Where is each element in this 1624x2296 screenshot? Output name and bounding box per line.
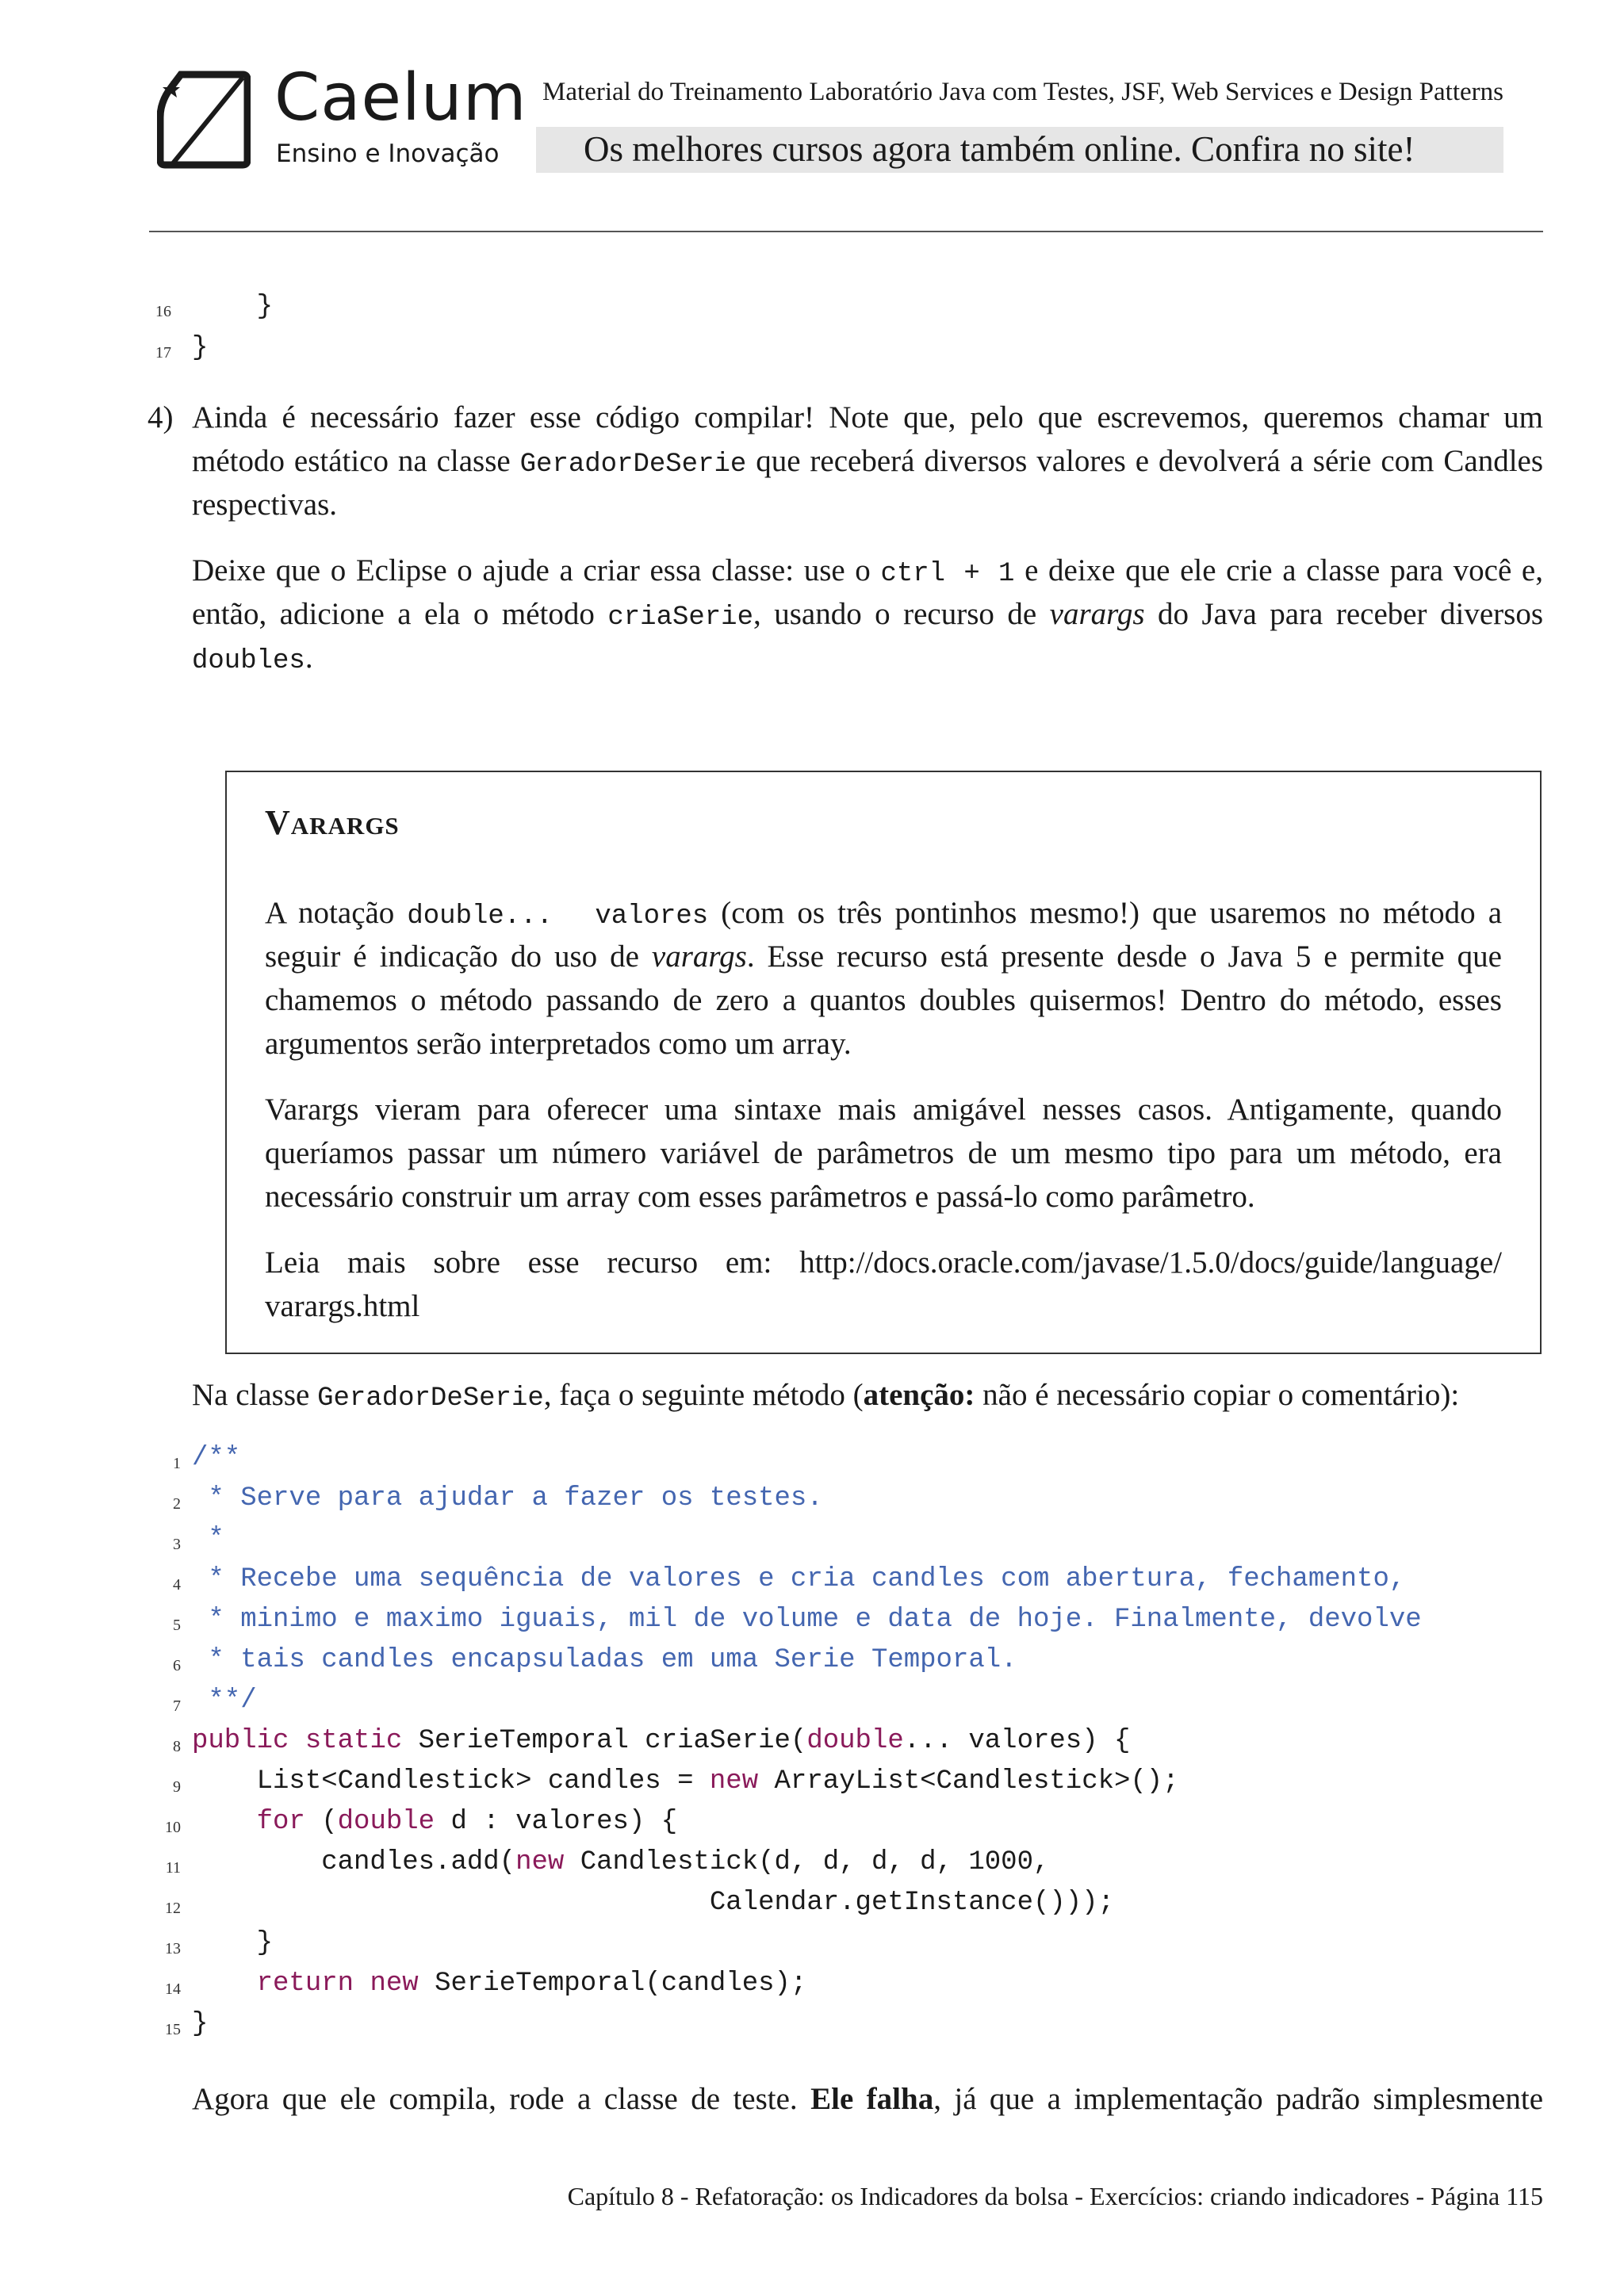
varargs-box-title: Varargs: [265, 803, 400, 842]
code-line-number: 2: [173, 1495, 181, 1513]
instruction-line: Na classe GeradorDeSerie, faça o seguinte método (atenção: não é necessário copiar o comentário):: [192, 1378, 1460, 1414]
inline-code: double... valores: [407, 901, 709, 932]
code-line-number: 8: [173, 1738, 181, 1755]
inline-code: ctrl + 1: [880, 559, 1015, 589]
code-line: * Serve para ajudar a fazer os testes.: [192, 1483, 823, 1513]
caelum-logo: [157, 60, 527, 178]
code-line: }: [192, 333, 209, 363]
code-line: List<Candlestick> candles = new ArrayList<Candlestick>();: [192, 1766, 1179, 1797]
code-line: return new SerieTemporal(candles);: [256, 1969, 807, 1999]
box-line: seguir é indicação do uso de varargs. Esse recurso está presente desde o Java 5 e permite que: [265, 939, 1502, 974]
header-banner-text: Os melhores cursos agora também online. Confira no site!: [584, 129, 1415, 169]
inline-code: GeradorDeSerie: [317, 1383, 544, 1414]
code-line: **/: [192, 1686, 257, 1716]
code-line: for (double d : valores) {: [256, 1807, 678, 1837]
paragraph-line: respectivas.: [192, 488, 338, 522]
code-line: }: [192, 1928, 274, 1958]
code-line: * tais candles encapsuladas em uma Serie Temporal.: [192, 1645, 1017, 1675]
code-line: }: [192, 2009, 209, 2039]
logo-name: Caelum: [274, 60, 527, 136]
code-line-number: 14: [165, 1980, 181, 1998]
box-link-line: Leia mais sobre esse recurso em: http://docs.oracle.com/javase/1.5.0/docs/guide/language/: [265, 1246, 1502, 1280]
inline-code: GeradorDeSerie: [519, 450, 747, 480]
inline-code: criaSerie: [607, 603, 753, 633]
box-line: A notação double... valores (com os três pontinhos mesmo!) que usaremos no método a: [265, 896, 1503, 932]
box-line: chamemos o método passando de zero a quantos doubles quisermos! Dentro do método, esses: [265, 983, 1502, 1017]
code-line-number: 5: [173, 1617, 181, 1634]
box-line: queríamos passar um número variável de parâmetros de um mesmo tipo para um método, era: [265, 1136, 1502, 1170]
code-line-number: 16: [155, 303, 171, 320]
box-line: argumentos serão interpretados como um array.: [265, 1027, 852, 1061]
logo-mark-icon: [157, 70, 251, 170]
paragraph-line: método estático na classe GeradorDeSerie que receberá diversos valores e devolverá a série com Candles: [192, 444, 1544, 480]
page-footer: Capítulo 8 - Refatoração: os Indicadores da bolsa - Exercícios: criando indicadores - Página 115: [567, 2182, 1543, 2210]
code-line-number: 13: [165, 1940, 181, 1957]
logo-tagline: Ensino e Inovação: [276, 140, 500, 168]
paragraph-line: Agora que ele compila, rode a classe de teste. Ele falha, já que a implementação padrão simplesmente: [192, 2082, 1544, 2116]
code-line-number: 9: [173, 1778, 181, 1796]
inline-code: doubles: [192, 646, 305, 676]
code-line: /**: [192, 1443, 241, 1473]
box-link-line: varargs.html: [265, 1289, 420, 1323]
code-line: *: [192, 1524, 224, 1554]
code-line: candles.add(new Candlestick(d, d, d, d, 1000,: [192, 1847, 1050, 1877]
code-line: public static SerieTemporal criaSerie(double... valores) {: [192, 1726, 1131, 1756]
code-line-number: 11: [165, 1859, 181, 1877]
header-banner: [536, 127, 1503, 173]
paragraph-line: então, adicione a ela o método criaSerie, usando o recurso de varargs do Java para receber diversos: [192, 597, 1544, 633]
paragraph-line: Ainda é necessário fazer esse código compilar! Note que, pelo que escrevemos, queremos chamar um: [192, 400, 1543, 434]
code-line-number: 4: [173, 1576, 181, 1594]
paragraph-line: Deixe que o Eclipse o ajude a criar essa classe: use o ctrl + 1 e deixe que ele crie a classe para você e,: [192, 553, 1543, 589]
header-divider: [149, 231, 1543, 232]
code-line-number: 3: [173, 1536, 181, 1553]
code-line-number: 17: [155, 344, 171, 362]
code-line: * minimo e maximo iguais, mil de volume e data de hoje. Finalmente, devolve: [192, 1605, 1422, 1635]
box-line: necessário construir um array com esses parâmetros e passá-lo como parâmetro.: [265, 1180, 1255, 1214]
code-line: }: [192, 292, 274, 322]
header-title: Material do Treinamento Laboratório Java com Testes, JSF, Web Services e Design Patterns: [542, 78, 1503, 106]
paragraph-line: doubles.: [192, 641, 313, 676]
step-number: 4): [147, 400, 174, 434]
code-line: * Recebe uma sequência de valores e cria candles com abertura, fechamento,: [192, 1564, 1406, 1594]
code-line-number: 10: [165, 1819, 181, 1836]
code-line: Calendar.getInstance()));: [192, 1888, 1114, 1918]
code-line-number: 12: [165, 1900, 181, 1917]
code-line-number: 6: [173, 1657, 181, 1674]
code-line-number: 1: [173, 1455, 181, 1472]
code-line-number: 7: [173, 1697, 181, 1715]
code-line-number: 15: [165, 2021, 181, 2038]
box-line: Varargs vieram para oferecer uma sintaxe mais amigável nesses casos. Antigamente, quando: [265, 1093, 1502, 1127]
